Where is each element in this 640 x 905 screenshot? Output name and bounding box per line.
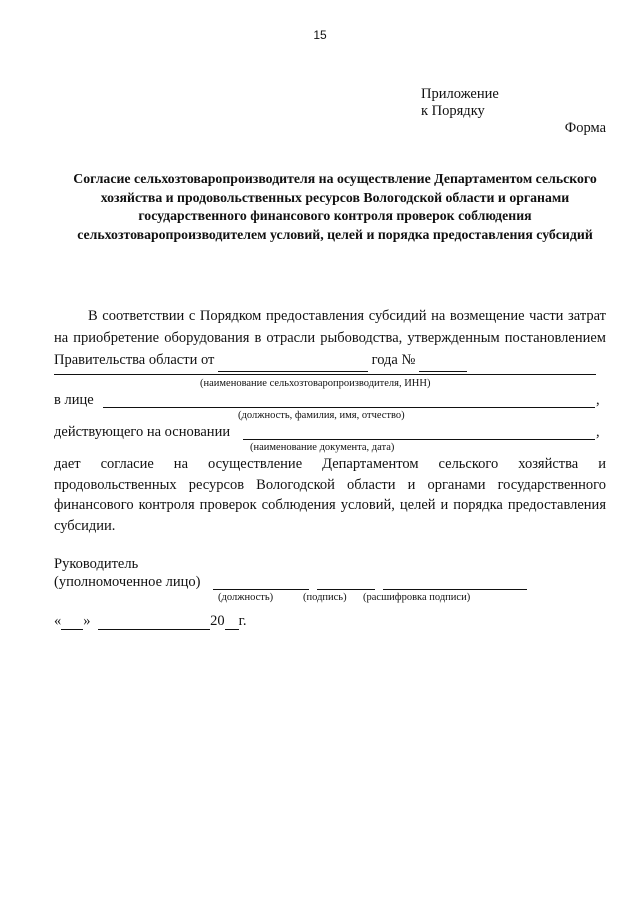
signature-field[interactable] [317, 589, 375, 590]
comma-2: , [596, 424, 600, 440]
basis-label: действующего на основании [54, 424, 231, 440]
basis-document-field[interactable] [243, 439, 595, 440]
appendix-note [421, 86, 499, 120]
caption-signature-decoding: (расшифровка подписи) [363, 592, 471, 603]
appendix-line-2: к Порядку [421, 103, 485, 119]
day-field[interactable] [61, 612, 83, 630]
resolution-number-field[interactable] [419, 349, 467, 372]
representative-field[interactable] [103, 407, 595, 408]
caption-producer: (наименование сельхозтоваропроизводителя, ИНН) [200, 378, 431, 389]
authorized-person-label: (уполномоченное лицо) [54, 574, 201, 590]
year-field[interactable] [225, 612, 239, 630]
comma-1: , [596, 392, 600, 408]
year-number-label: года № [371, 352, 416, 368]
close-quote: » [83, 613, 91, 629]
caption-document: (наименование документа, дата) [250, 442, 395, 453]
date-line [54, 612, 247, 630]
consent-paragraph: дает согласие на осуществление Департаментом сельского хозяйства и продовольственных ресурсов Вологодской области и органами государственного финансового контроля проверок соблюдения условий, целей и порядка предоставления субсидии. [54, 456, 606, 534]
represented-by-label: в лице [54, 392, 94, 408]
document-title: Согласие сельхозтоваропроизводителя на осуществление Департаментом сельского хозяйства и продовольственных ресурсов Вологодской области и органами государственного финансового контроля проверок соблюдения сельхозтоваропроизводителем условий, целей и порядка предоставления субсидий [73, 171, 597, 242]
appendix-line-1: Приложение [421, 86, 499, 102]
month-field[interactable] [98, 612, 210, 630]
head-label: Руководитель [54, 556, 139, 572]
open-quote: « [54, 613, 62, 629]
page-number: 15 [313, 28, 327, 42]
caption-signature: (подпись) [303, 592, 347, 603]
intro-text: В соответствии с Порядком предоставления субсидий на возмещение части затрат на приобретение оборудования в отрасли рыбоводства, утвержденным постановлением Правительства области от [54, 308, 606, 368]
caption-signer-position: (должность) [218, 592, 274, 603]
year-suffix: г. [238, 613, 247, 629]
caption-position-name: (должность, фамилия, имя, отчество) [238, 410, 405, 421]
signer-position-field[interactable] [213, 589, 309, 590]
signature-decoding-field[interactable] [383, 589, 527, 590]
resolution-date-field[interactable] [218, 349, 368, 372]
producer-name-field[interactable] [54, 374, 596, 375]
century-label: 20 [210, 613, 225, 629]
intro-paragraph [54, 306, 606, 372]
form-label: Форма [564, 120, 606, 136]
